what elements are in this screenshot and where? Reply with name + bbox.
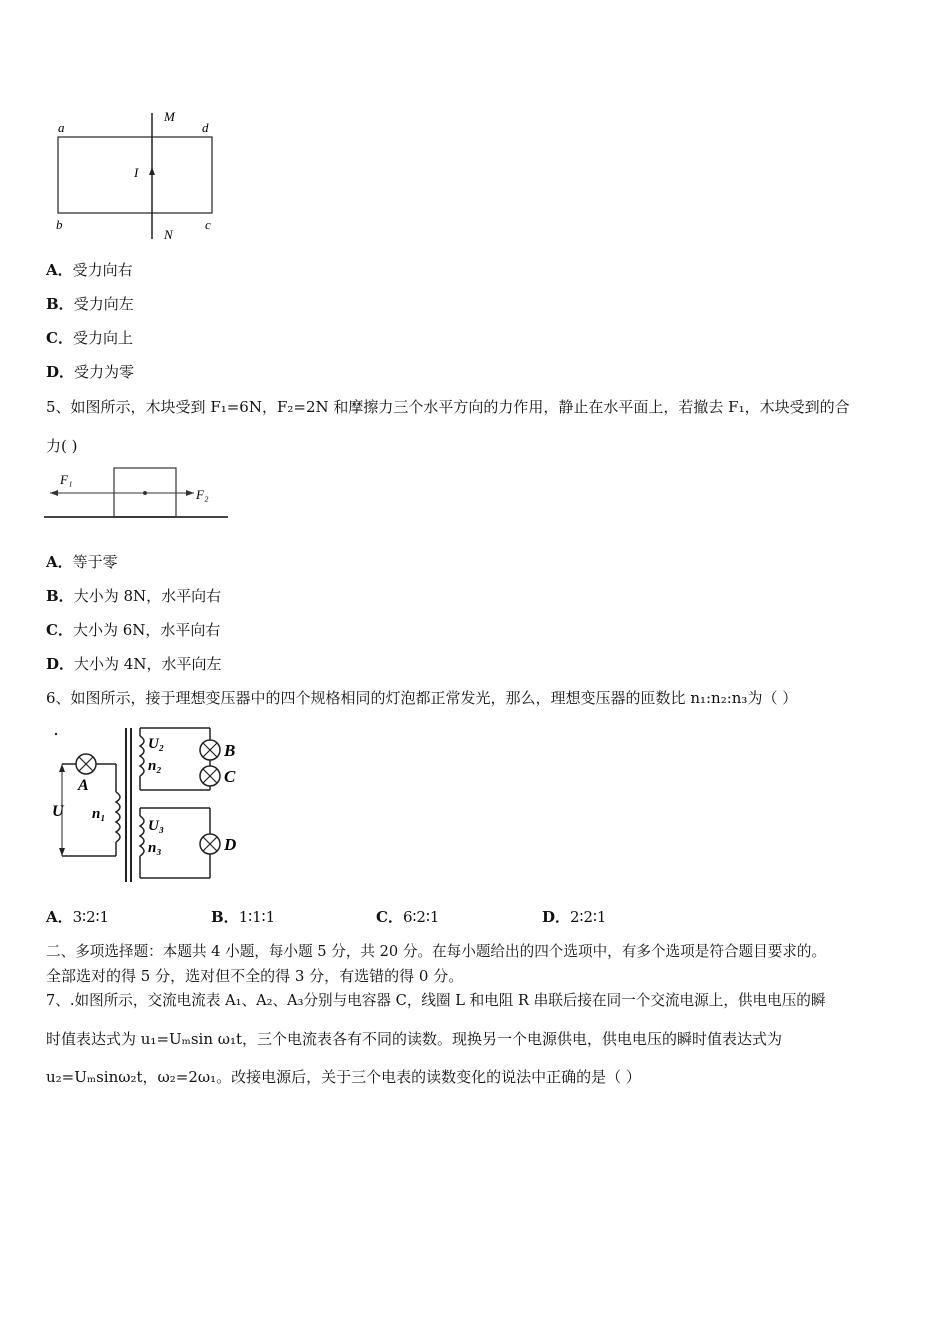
q5-option-a: A．等于零 (46, 553, 118, 571)
q4-label-I: I (134, 165, 139, 180)
q5-stem-line1: 5、如图所示，木块受到 F₁=6N，F₂=2N 和摩擦力三个水平方向的力作用，静止在水平面上，若撤去 F₁，木块受到的合 (46, 398, 850, 416)
q6-option-b: B．1∶1∶1 (211, 908, 276, 926)
q6-label-D: D (224, 835, 237, 854)
q4-label-M: M (164, 109, 175, 124)
q6-figure (48, 726, 258, 890)
q4-label-c: c (205, 217, 211, 232)
q6-label-U2: U₂ (148, 736, 165, 752)
q5-label-f2: F₂ (196, 487, 209, 502)
q4-label-a: a (58, 120, 65, 135)
q7-line2: 时值表达式为 u₁=Uₘsin ω₁t，三个电流表各有不同的读数。现换另一个电源供电，供电电压的瞬时值表达式为 (46, 1030, 783, 1048)
q4-option-a: A．受力向右 (46, 261, 133, 279)
q4-option-c: C．受力向上 (46, 329, 133, 347)
q6-option-d: D．2∶2∶1 (542, 908, 607, 926)
q6-label-U3: U₃ (148, 818, 165, 834)
q6-option-a: A．3∶2∶1 (46, 908, 110, 926)
q7-line1: 7、.如图所示，交流电流表 A₁、A₂、A₃分别与电容器 C，线圈 L 和电阻 R 串联后接在同一个交流电源上，供电电压的瞬 (46, 992, 826, 1009)
q6-label-n3: n₃ (148, 840, 162, 856)
q6-label-A: A (78, 777, 89, 794)
q4-label-N: N (164, 227, 173, 242)
section2-line2: 全部选对的得 5 分，选对但不全的得 3 分，有选错的得 0 分。 (46, 967, 464, 985)
q4-figure (50, 105, 230, 245)
q5-label-f1: F₁ (60, 472, 73, 487)
q4-label-d: d (202, 120, 209, 135)
q6-option-c: C．6∶2∶1 (376, 908, 440, 926)
q5-option-d: D．大小为 4N，水平向左 (46, 655, 222, 673)
q5-option-c: C．大小为 6N，水平向右 (46, 621, 221, 639)
q6-label-C: C (224, 767, 236, 786)
q4-option-d: D．受力为零 (46, 363, 135, 381)
q4-label-b: b (56, 217, 63, 232)
section2-line1: 二、多项选择题：本题共 4 小题，每小题 5 分，共 20 分。在每小题给出的四个选项中，有多个选项是符合题目要求的。 (46, 943, 827, 960)
q5-figure (42, 462, 232, 524)
q6-stem: 6、如图所示，接于理想变压器中的四个规格相同的灯泡都正常发光，那么，理想变压器的匝数比 n₁:n₂:n₃为（ ） (46, 689, 798, 707)
q5-option-b: B．大小为 8N，水平向右 (46, 587, 222, 605)
q5-stem-line2: 力( ) (46, 437, 78, 455)
q7-line3: u₂=Uₘsinω₂t，ω₂=2ω₁。改接电源后，关于三个电表的读数变化的说法中正确的是（ ） (46, 1068, 641, 1086)
q4-option-b: B．受力向左 (46, 295, 134, 313)
q6-label-U: U (52, 803, 64, 820)
q6-label-B: B (224, 741, 236, 760)
q6-label-n2: n₂ (148, 758, 162, 774)
q6-label-n1: n₁ (92, 806, 106, 822)
